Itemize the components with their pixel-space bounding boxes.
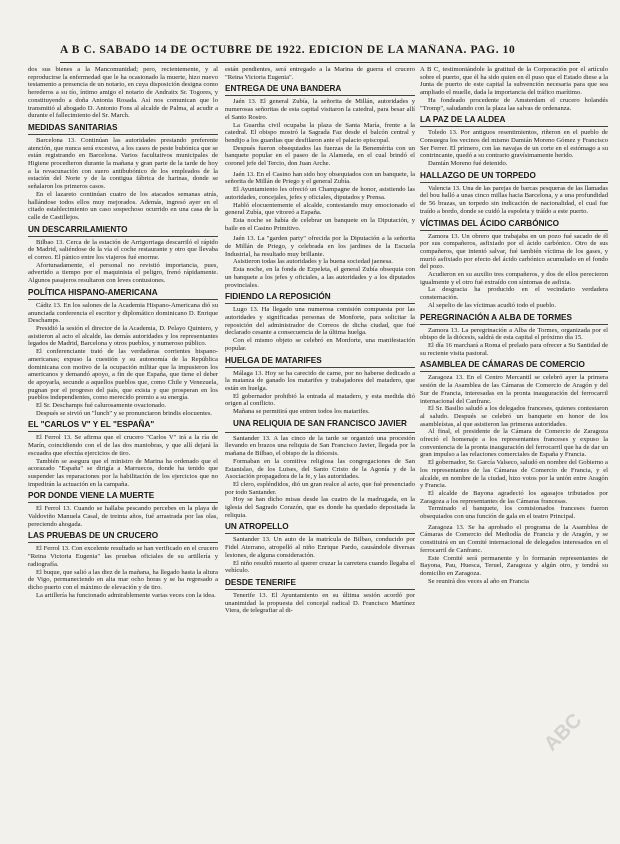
article-paragraph: Este Comité será permanente y lo formarán representantes de Bayona, Pau, Huesca, Teruel, Zaragoza y algún otro, y tendrá su domicilio en Zaragoza. — [420, 554, 608, 577]
article-paragraph: Santander 13. Un auto de la matrícula de Bilbao, conducido por Fidel Aterrano, atropelló al niño Enrique Pardo, causándole diversas lesiones, de alguna consideración. — [225, 536, 415, 559]
article-paragraph: Después fueron obsequiados las fuerzas de la Benemérita con un banquete popular en el paseo de la Alameda, en el cual brindó el coronel jefe del Tercio, don Juan Arche. — [225, 144, 415, 168]
article-paragraph: La desgracia ha producido en el vecindario verdadera consternación. — [420, 286, 608, 302]
article-headline: POLÍTICA HISPANO-AMERICANA — [28, 288, 218, 300]
article-headline: DESDE TENERIFE — [225, 578, 415, 590]
article — [28, 225, 218, 285]
article — [28, 531, 218, 599]
article-paragraph: Zaragoza 13. En el Centro Mercantil se celebró ayer la primera sesión de la Asamblea de las Cámaras de Comercio de Aragón y del Sur de Francia, interesadas en la pronta inauguración del ferrocarril internacional del Canfranc. — [420, 374, 608, 405]
article — [28, 123, 218, 222]
article-paragraph: Se reunirá dos veces al año en Francia — [428, 577, 529, 585]
article-paragraph: El clero, espléndidos, dió un gran realce al acto, que fué presenciado por todo Santander. — [225, 480, 415, 496]
article-paragraph: Bilbao 13. Cerca de la estación de Arrigorriaga descarriló el rápido de Madrid, saliéndose de la vía el coche restaurante y otro que llevaba el correo. El pánico entre los viajeros fué enorme. — [28, 238, 218, 262]
article — [225, 578, 415, 615]
article-paragraph: El gobernador prohibió la entrada al matadero, y esta medida dió origen al conflicto. — [225, 392, 415, 408]
article — [225, 292, 415, 352]
article — [28, 491, 218, 528]
article-paragraph: El gobernador, Sr. García Valseco, saludó en nombre del Gobierno a los representantes de las Cámaras de Comercio de Francia, y el alcalde, en nombre de la ciudad, hizo votos por la unión entre Aragón y Francia. — [420, 459, 608, 490]
header-rule — [60, 62, 580, 63]
article-headline: ASAMBLEA DE CÁMARAS DE COMERCIO — [420, 360, 608, 372]
article — [225, 419, 415, 520]
article-headline: EL "CARLOS V" Y EL "ESPAÑA" — [28, 420, 218, 432]
page-header: A B C. SABADO 14 DE OCTUBRE DE 1922. EDICION DE LA MAÑANA. PAG. 10 — [60, 44, 516, 56]
article-headline: HUELGA DE MATARIFES — [225, 356, 415, 368]
article — [225, 522, 415, 575]
article-paragraph: A B C, testimoniándole la gratitud de la Corporación por el artículo sobre el puerto, que él ha sido quien en él puso que el Estado diese a la Junta de puerto de este capital la subvención necesaria para que sea ampliado el muelle, dada la importancia del tráfico marítimo. — [420, 66, 608, 97]
article-paragraph: Al final, el presidente de la Cámara de Comercio de Zaragoza ofreció el homenaje a los representantes franceses y expuso la conveniencia de la pronta inauguración del ferrocarril que ha de dar un gran impulso a las relaciones comerciales de España y Francia. — [420, 428, 608, 459]
article — [225, 84, 415, 167]
article — [420, 115, 608, 168]
article — [420, 219, 608, 310]
article-paragraph: Tenerife 13. El Ayuntamiento en su última sesión acordó por unanimidad la propuesta del concejal radical D. Francisco Martínez Viera, de telegrafiar al di- — [225, 591, 415, 615]
article-paragraph: Málaga 13. Hoy se ha carecido de carne, por no haberse dedicado a la matanza de ganado los matarifes y trabajadores del matadero, que están en huelga. — [225, 369, 415, 392]
article-paragraph: Terminado el banquete, los comisionados franceses fueron obsequiados con una función de gala en el teatro Principal. — [420, 505, 608, 521]
article-headline: FIDIENDO LA REPOSICIÓN — [225, 292, 415, 304]
article-paragraph: El Sr. Basilio saludó a los delegados franceses, quienes contestaron al saludo. Después se celebró un banquete en honor de los asambleístas, al que asistieron las primeras autoridades. — [420, 405, 608, 428]
article-paragraph: El Ferrol 13. Con excelente resultado se han verificado en el crucero "Reina Victoria Eugenia" las pruebas oficiales de su artillería y radiografía. — [28, 545, 218, 568]
article — [225, 356, 415, 416]
article — [225, 171, 415, 233]
article-paragraph: Lugo 13. Ha llegado una numerosa comisión compuesta por las autoridades y significadas personas de Monforte, para solicitar la reposición del administrador de Correos de dicha ciudad, que fué declarado cesante a consecuencia de la última huelga. — [225, 306, 415, 337]
article-paragraph: El Ferrol 13. Cuando se hallaba pescando percebes en la playa de Valdoviño Manuela Casal, de treinta años, fué arrastrada por las olas, pereciendo ahogada. — [28, 505, 218, 528]
article-headline: UN DESCARRILAMIENTO — [28, 225, 218, 237]
article-paragraph: Zaragoza 13. Se ha aprobado el programa de la Asamblea de Cámaras de Comercio del Mediodía de Francia y de Aragón, y se constituirá en un Comité internacional de delegados interesados en el ferrocarril de Canfranc. — [420, 523, 608, 554]
article-paragraph: Ha fondeado procedente de Amsterdam el crucero holandés "Tromp", saludando con la plaza las salvas de ordenanza. — [420, 96, 608, 112]
article-paragraph: Toledo 13. Por antiguos resentimientos, riñeron en el pueblo de Consuegra los vecinos del mismo Damián Moreno Gómez y Francisco Ser Ferrer. El primero, con las navajas de un corte en el estómago a su contrincante, quedó a su contrario gravísimamente herido. — [420, 129, 608, 160]
article-paragraph: El alcalde de Bayona agradeció los agasajos tributados por Zaragoza a los representantes de las Cámaras francesas. — [420, 489, 608, 505]
article-paragraph: Al sepelio de las víctimas acudió todo el pueblo. — [428, 301, 556, 309]
article-paragraph: Después se sirvió un "lunch" y se pronunciaron brindis elocuentes. — [36, 409, 213, 417]
article-paragraph: Formaban en la comitiva religiosa las congregaciones de San Estanislao, de los Luises, del Santo Cristo de la Agonía y de la Asociación propagadora de la fe, y las autoridades. — [225, 457, 415, 481]
article-paragraph: El buque, que salió a las diez de la mañana, ha llegado hasta la altura de Vigo, permaneciendo en alta mar ocho horas y se ha regresado a dicho puerto con el máximo de elevación y de tiro. — [28, 568, 218, 591]
article — [28, 420, 218, 488]
article-headline: MEDIDAS SANITARIAS — [28, 123, 218, 135]
article-headline: LA PAZ DE LA ALDEA — [420, 115, 608, 127]
article-paragraph: El niño resultó muerto al querer cruzar la carretera cuando llegaba el vehículo. — [225, 559, 415, 575]
column-2 — [225, 66, 415, 836]
article-paragraph: El Sr. Deschamps fué calurosamente ovacionado. — [36, 402, 167, 410]
article-paragraph: En el lazareto continúan cuatro de los atacados semanas atrás, hallándose todos ellos muy mejorados. Además, ingresó ayer en el citado establecimiento un caso sospechoso ocurrido en una casa de la calle de Castillejos. — [28, 190, 218, 221]
article-paragraph: Jaén 13. La "garden party" ofrecida por la Diputación a la señorita de Millán de Priego, y celebrada en los jardines de la Escuela Industrial, ha resultado muy brillante. — [225, 235, 415, 258]
article — [420, 360, 608, 520]
article-headline: HALLAZGO DE UN TORPEDO — [420, 171, 608, 183]
article — [225, 66, 415, 81]
article-paragraph: La Guardia civil ocupaba la plaza de Santa María, frente a la catedral. El obispo mostró la Sagrada Faz desde el balcón central y bendijo a los guardias que desfilaron ante el palacio episcopal. — [225, 121, 415, 144]
column-3 — [420, 66, 608, 836]
article-paragraph: La artillería ha funcionado admirablemente varias veces con la idea. — [36, 591, 216, 599]
article-paragraph: Asistieron todas las autoridades y la buena sociedad jaenesa. — [233, 258, 393, 266]
article-paragraph: El Ferrol 13. Se afirma que el crucero "Carlos V" irá a la ría de Marín, coincidiendo con el de las dos maniobras, y que allí dejará la escuadra que efectúa ejercicios de tiro. — [28, 434, 218, 457]
article-paragraph: Valencia 13. Una de las parejas de barcas pesqueras de las llamadas del bou halló a unas cinco millas hacia Barcelona, y a una profundidad de 56 brazas, un torpedo sin indicación de nacionalidad, el cual fue traído a bordo, donde se cuidó la espoleta y tráído a este puerto. — [420, 184, 608, 215]
article-headline: POR DONDE VIENE LA MUERTE — [28, 491, 218, 503]
article-paragraph: Zamora 13. Un obrero que trabajaba en un pozo fué sacado de él por sus compañeros, asfixiado por el ácido carbónico. Otro de sus compañeros, que intentó salvar, fué también víctima de los gases, y murió asfixiado por efecto del ácido carbónico acumulado en el fondo del pozo. — [420, 232, 608, 271]
article-paragraph: dos sus bienes a la Mancomunidad; pero, recientemente, y al reproducirse la enfermedad que le ha ocasionado la muerte, hizo nuevo testamento a presencia de un notario, en cuya disposición designa como herederos a su tío, íntimo amigo el notario de Andraitx Sr. Togores, y constituyendo a doña Antonia Rosada. Así nos comunican que lo transmitió al abogado D. Antonio Fons al alcalde de Palma, al acudir a durante el fallecimiento del Sr. March. — [28, 66, 218, 120]
article-headline: LAS PRUEBAS DE UN CRUCERO — [28, 531, 218, 543]
article-paragraph: El día 16 marchará a Roma el prelado para ofrecer a Su Santidad de su reciente visita pastoral. — [420, 341, 608, 357]
article — [420, 524, 608, 586]
headline-rule — [225, 432, 415, 433]
article-paragraph: están pendientes, será entregado a la Marina de guerra el crucero "Reina Victoria Eugenia". — [225, 66, 415, 81]
article — [28, 288, 218, 418]
article — [28, 66, 218, 120]
article-paragraph: Habló elocuentemente el alcalde, contestando muy emocionado el general Zubía, que vitoreó a España. — [225, 201, 415, 217]
article-paragraph: Acudieron en su auxilio tres compañeros, y dos de ellos perecieron igualmente y el otro fué extraído con síntomas de asfixia. — [420, 271, 608, 286]
article-paragraph: Barcelona 13. Continúan las autoridades prestando preferente atención, que nunca será excesiva, a los casos de peste bubónica que se están registrando en Barcelona. Varios facultativos municipales de Higiene procedieron durante la mañana y gran parte de la tarde de hoy a la revacunación con suero antibubónico de los empleados de la estación del Norte y de la contigua fábrica de harinas, donde se señalaron los primeros casos. — [28, 136, 218, 191]
article — [225, 235, 415, 289]
article-paragraph: Afortunadamente, el personal no revistió importancia, pues, advertido a tiempo por el maquinista el peligro, frenó rápidamente. Algunos pasajeros resultaron con leves contusiones. — [28, 261, 218, 285]
article-paragraph: El Ayuntamiento les ofreció un Champagne de honor, asistiendo las autoridades, concejales, jefes y oficiales, diputados y Prensa. — [225, 186, 415, 201]
article-paragraph: Con el mismo objeto se celebró en Monforte, una manifestación popular. — [225, 337, 415, 352]
article-paragraph: Damián Moreno fué detenido. — [428, 160, 508, 168]
article-paragraph: Esta noche, en la fonda de Ezpeleta, el general Zubía obsequia con un banquete a los jefes y oficiales, a las autoridades y a los diputados provinciales. — [225, 266, 415, 289]
article — [420, 171, 608, 216]
article — [420, 66, 608, 112]
article-paragraph: Cádiz 13. En los salones de la Academia Hispano-Americana dió su anunciada conferencia el escritor y diplomático dominicano D. Enrique Deschamps. — [28, 301, 218, 325]
article-paragraph: Santander 13. A las cinco de la tarde se organizó una procesión llevando en brazos una reliquia de San Francisco Javier, llegada por la mañana de Bilbao, el obispo de la diócesis. — [225, 434, 415, 458]
article-paragraph: Presidió la sesión el director de la Academia, D. Pelayo Quintero, y asistieron al acto el alcalde, las demás autoridades y los representantes legados de Madrid, Barcelona y otros pueblos, y numeroso público. — [28, 324, 218, 348]
watermark: ABC — [540, 709, 587, 756]
article-paragraph: Esta noche se había de celebrar un banquete en la Diputación, y baile en el Casino Primitivo. — [225, 216, 415, 232]
article-paragraph: También se asegura que el ministro de Marina ha ordenado que el acorazado "España" se dirigía a Marruecos, donde ha tenido que suspender las reparaciones por la habilitación de los ejercicios que no impedirán la actuación en la campaña. — [28, 457, 218, 488]
article-headline: VÍCTIMAS DEL ÁCIDO CARBÓNICO — [420, 219, 608, 231]
article-paragraph: Zamora 13. La peregrinación a Alba de Tormes, organizada por el obispo de la diócesis, saldrá de esta capital el próximo día 15. — [420, 326, 608, 342]
article-headline: UNA RELIQUIA DE SAN FRANCISCO JAVIER — [233, 418, 407, 428]
article-headline: ENTREGA DE UNA BANDERA — [225, 84, 415, 96]
article-paragraph: Jaén 13. El general Zubía, la señorita de Millán, autoridades y numerosas señoritas de esta capital visitaron la catedral, para besar allí el Santo Rostro. — [225, 98, 415, 121]
article-paragraph: El conferenciante trató de las verdaderas corrientes hispano-americanas; expuso la cuestión y su autonomía de la República dominicana con motivo de la ocupación militar que la impusieron los americanos y demandó apoyo, a fin de que España, que tiene el deber de apoyarla, secunde a aquellos pueblos que, como Chile y Venezuela, pugnan por el progreso del país, que exista y que prosperan en los pueblos independientes, como merecido premio a su energía. — [28, 348, 218, 402]
article — [420, 313, 608, 358]
article-paragraph: Mañana se permitirá que entren todos los matarifes. — [233, 408, 370, 416]
article-headline: UN ATROPELLO — [225, 522, 415, 534]
article-paragraph: Hoy se han dicho misas desde las cuatro de la madrugada, en la iglesia del Sagrado Corazón, que es donde ha quedado depositada la reliquia. — [225, 496, 415, 519]
article-headline: PEREGRINACIÓN A ALBA DE TORMES — [420, 313, 608, 325]
article-paragraph: Jaén 13. En el Casino han sido hoy obsequiados con un banquete, la señorita de Millán de Priego y el general Zubía. — [225, 170, 415, 186]
column-1 — [28, 66, 218, 836]
